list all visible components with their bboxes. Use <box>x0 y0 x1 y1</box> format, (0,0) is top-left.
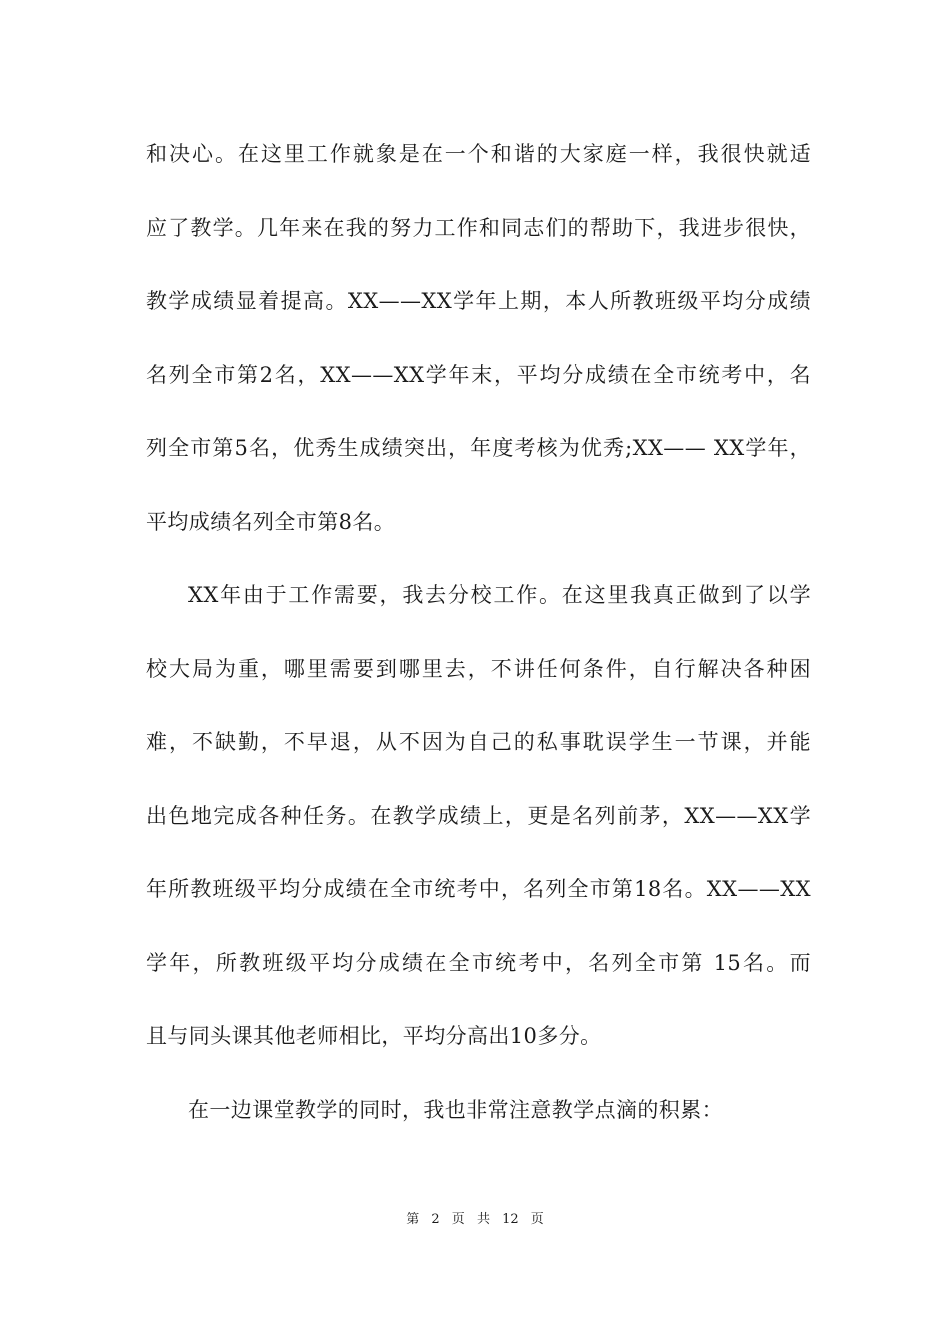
text-line: 校大局为重，哪里需要到哪里去，不讲任何条件，自行解决各种困 <box>146 656 811 681</box>
text-line: 和决心。在这里工作就象是在一个和谐的大家庭一样，我很快就适 <box>146 142 811 166</box>
text-line: 且与同头课其他老师相比，平均分高出10多分。 <box>146 1024 602 1048</box>
text-line: 出色地完成各种任务。在教学成绩上，更是名列前茅，XX——XX学 <box>146 803 811 828</box>
current-page-number: 2 <box>431 1212 440 1227</box>
text-line: 平均成绩名列全市第8名。 <box>146 509 396 534</box>
document-body <box>146 128 811 1157</box>
footer-page-word: 页 <box>451 1212 465 1227</box>
text-line: 列全市第5名，优秀生成绩突出，年度考核为优秀;XX—— XX学年， <box>146 436 811 460</box>
text-line: 名列全市第2名，XX——XX学年末，平均分成绩在全市统考中，名 <box>146 362 811 387</box>
text-line: 年所教班级平均分成绩在全市统考中，名列全市第18名。XX——XX <box>146 877 811 901</box>
paragraph-start-line: XX年由于工作需要，我去分校工作。在这里我真正做到了以学 <box>188 583 811 607</box>
text-line: 学年，所教班级平均分成绩在全市统考中，名列全市第 15名。而 <box>146 950 811 975</box>
paragraph-start-line: 在一边课堂教学的同时，我也非常注意教学点滴的积累： <box>188 1097 723 1122</box>
text-line: 应了教学。几年来在我的努力工作和同志们的帮助下，我进步很快， <box>146 215 811 240</box>
footer-prefix: 第 <box>406 1212 420 1227</box>
text-line: 难，不缺勤，不早退，从不因为自己的私事耽误学生一节课，并能 <box>146 730 811 754</box>
page-footer <box>0 1208 950 1227</box>
total-page-count: 12 <box>502 1212 519 1227</box>
footer-suffix: 页 <box>530 1212 544 1227</box>
text-line: 教学成绩显着提高。XX——XX学年上期，本人所教班级平均分成绩 <box>146 289 811 313</box>
footer-total-word: 共 <box>476 1212 490 1227</box>
